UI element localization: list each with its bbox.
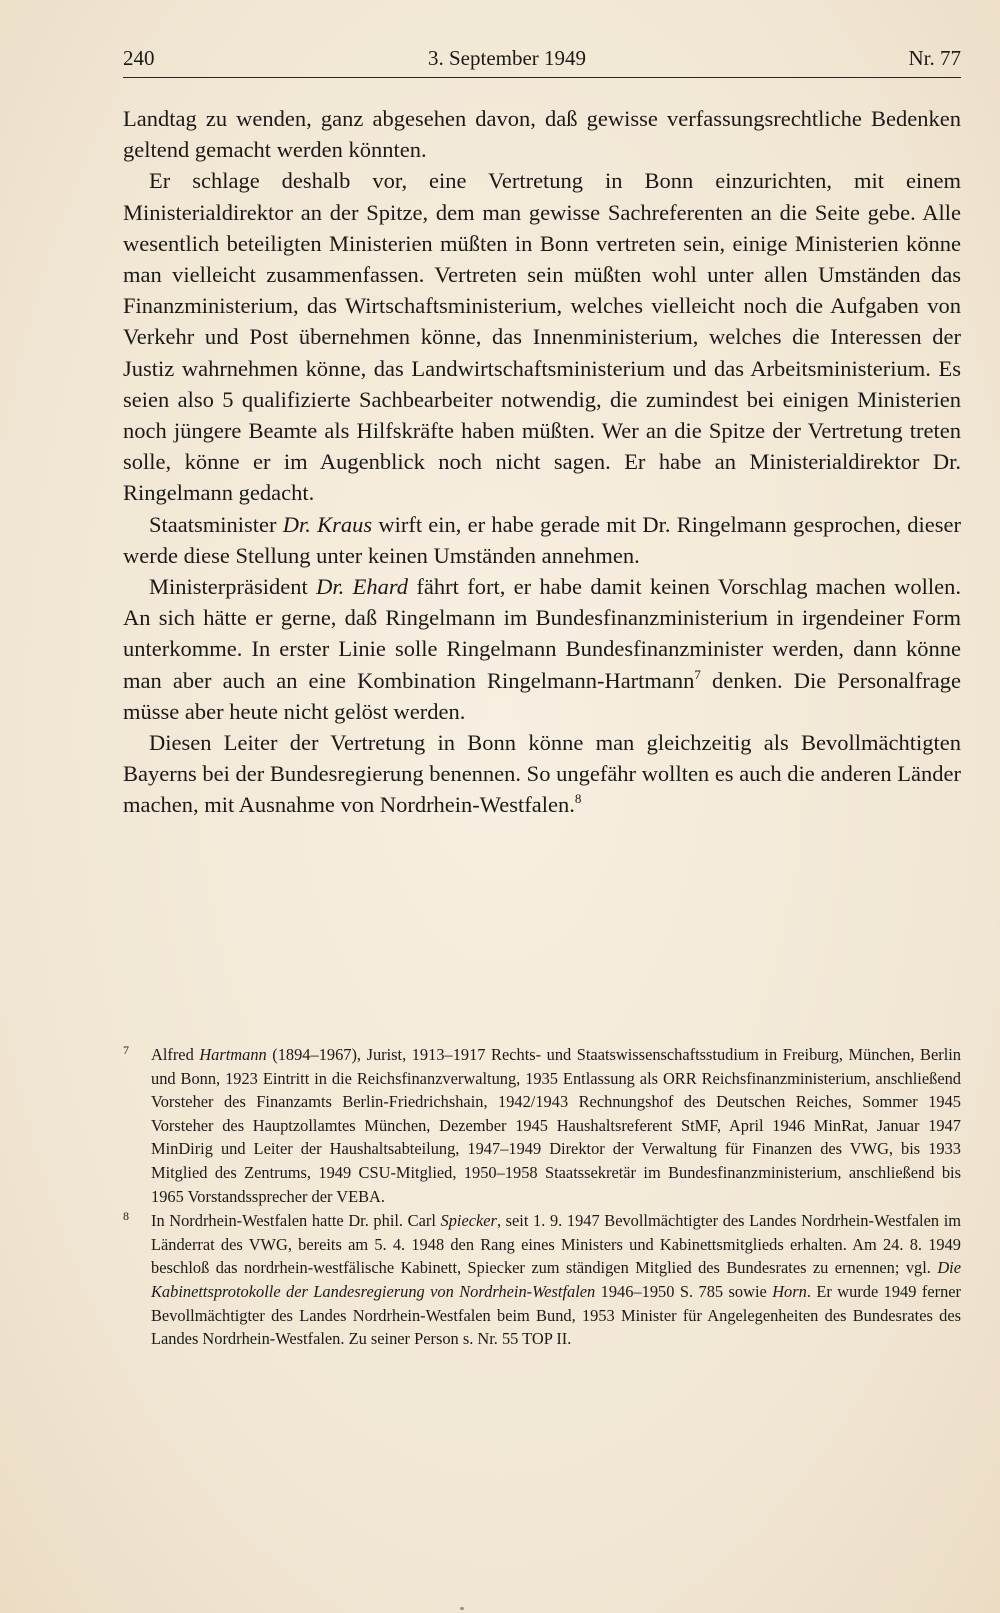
text-run: fährt fort, er habe damit keinen Vorschlag machen wollen. An sich hätte er gerne, daß Ringelmann im Bundesfinanzministerium in irgendeiner Form unterkomme. In erster Linie solle Ringelmann Bundesfinanzminister werden, dann könne man aber auch an eine Kombination Ringelmann-Hartmann bbox=[123, 574, 961, 693]
cited-author: Horn bbox=[772, 1281, 807, 1301]
text-run: denken. Die Personalfrage müsse aber heute nicht gelöst werden. bbox=[123, 667, 961, 724]
paragraph: Landtag zu wenden, ganz abgesehen davon, daß gewisse verfassungsrechtliche Bedenken geltend gemacht werden könnten. bbox=[123, 106, 961, 163]
running-head-date: 3. September 1949 bbox=[428, 46, 587, 70]
main-text bbox=[123, 103, 961, 821]
speaker-name: Dr. Kraus bbox=[282, 511, 373, 537]
footnote bbox=[123, 1209, 961, 1351]
speaker-name: Dr. Ehard bbox=[316, 574, 409, 600]
paragraph: Er schlage deshalb vor, eine Vertretung in Bonn einzurichten, mit einem Ministerialdirektor an der Spitze, dem man gewisse Sachreferenten an die Seite gebe. Alle wesentlich beteiligten Ministerien müßten in Bonn vertreten sein, einige Ministerien könne man vielleicht zusammenfassen. Vertreten sein müßten wohl unter allen Umständen das Finanzministerium, das Wirtschaftsministerium, welches vielleicht noch die Aufgaben von Verkehr und Post übernehmen könne, das Innenministerium, welches die Interessen der Justiz wahrnehmen könne, das Landwirtschaftsministerium und das Arbeitsministerium. Es seien also 5 qualifizierte Sachbearbeiter notwendig, die zumindest bei einigen Ministerien noch jüngere Beamte als Hilfskräfte haben müßten. Wer an die Spitze der Vertretung treten solle, könne er im Augenblick noch nicht sagen. Er habe an Ministerialdirektor Dr. Ringelmann gedacht. bbox=[123, 168, 961, 506]
header-rule bbox=[123, 77, 961, 78]
page-number: 240 bbox=[123, 46, 155, 70]
footnote bbox=[123, 1043, 961, 1208]
paragraph bbox=[123, 571, 961, 727]
text-run: (1894–1967), Jurist, 1913–1917 Rechts- und Staatswissenschaftsstudium in Freiburg, München, Berlin und Bonn, 1923 Eintritt in die Reichsfinanzverwaltung, 1935 Entlassung als ORR Reichsfinanzministerium, anschließend Vorsteher des Finanzamts Berlin-Friedrichshain, 1942/1943 Rechnungshof des Deutschen Reiches, Sommer 1945 Vorsteher des Hauptzollamtes München, Dezember 1945 Haushaltsreferent StMF, April 1946 MinRat, Januar 1947 MinDirig und Leiter der Haushaltsabteilung, 1947–1949 Direktor der Verwaltung für Finanzen des VWG, bis 1933 Mitglied des Zentrums, 1949 CSU-Mitglied, 1950–1958 Staatssekretär im Bundesfinanzministerium, anschließend bis 1965 Vorstandssprecher der VEBA. bbox=[151, 1045, 962, 1206]
person-name: Hartmann bbox=[199, 1045, 267, 1064]
cited-title: Die Kabinettsprotokolle der Landesregierung von Nordrhein-Westfalen bbox=[151, 1258, 961, 1301]
paragraph bbox=[123, 727, 961, 821]
paragraph bbox=[123, 509, 961, 571]
footnote-reference[interactable]: 8 bbox=[574, 791, 582, 807]
text-run: . Er wurde 1949 ferner Bevollmächtigter des Landes Nordrhein-Westfalen beim Bund, 1953 Minister für Angelegenheiten des Bundesrates des Landes Nordrhein-Westfalen. Zu seiner Person s. Nr. 55 TOP II. bbox=[151, 1281, 961, 1349]
text-run: Diesen Leiter der Vertretung in Bonn könne man gleichzeitig als Bevollmächtigten Bayerns bei der Bundesregierung benennen. So ungefähr wollten es auch die anderen Länder machen, mit Ausnahme von Nordrhein-Westfalen. bbox=[123, 730, 961, 818]
text-run: wirft ein, er habe gerade mit Dr. Ringelmann gesprochen, dieser werde diese Stellung unter keinen Umständen annehmen. bbox=[123, 511, 961, 568]
document-number: Nr. 77 bbox=[908, 46, 961, 70]
text-run: In Nordrhein-Westfalen hatte Dr. phil. Carl bbox=[151, 1211, 441, 1231]
footnote-number: 8 bbox=[123, 1209, 129, 1224]
print-speck bbox=[460, 1607, 464, 1610]
text-run: Staatsminister bbox=[149, 511, 283, 537]
running-head bbox=[123, 46, 961, 76]
footnotes bbox=[123, 1043, 961, 1351]
text-run: 1946–1950 S. 785 sowie bbox=[595, 1281, 773, 1301]
person-name: Spiecker bbox=[440, 1211, 497, 1231]
footnote-reference[interactable]: 7 bbox=[694, 666, 701, 682]
text-run: Ministerpräsident bbox=[149, 574, 317, 600]
footnote-number: 7 bbox=[123, 1043, 129, 1057]
text-run: Alfred bbox=[151, 1045, 200, 1064]
text-run: , seit 1. 9. 1947 Bevollmächtigter des Landes Nordrhein-Westfalen im Länderrat des VWG, bereits am 5. 4. 1948 den Rang eines Ministers und Kabinettsmitglieds erhalten. Am 24. 8. 1949 beschloß das nordrhein-westfälische Kabinett, Spiecker zum ständigen Mitglied des Bundesrates zu ernennen; vgl. bbox=[151, 1211, 961, 1278]
